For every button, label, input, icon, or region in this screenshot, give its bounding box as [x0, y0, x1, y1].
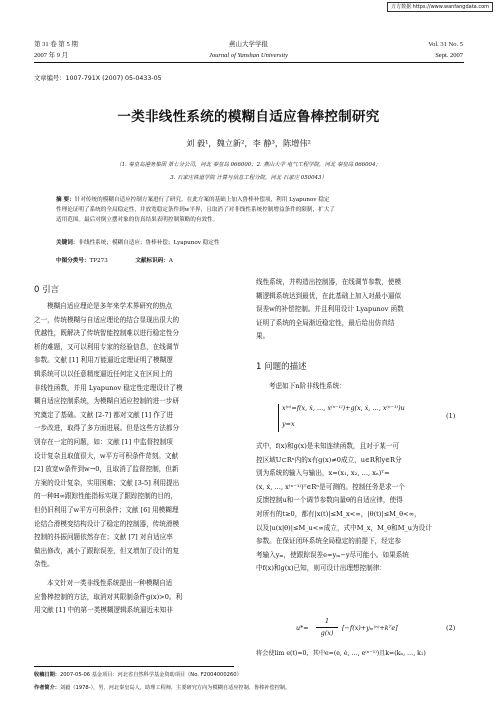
text-line: 设计复杂且取值很大，w平方可积条件苛刻。文献: [34, 451, 179, 460]
text-line: 应鲁棒控制的方法，取消对其限制条件g(x)>0。利: [34, 592, 183, 601]
article-number: 文章编号：1007-791X (2007) 05-0433-05: [34, 75, 162, 82]
text-line: 优越性，既解决了传统智能控制难以进行稳定性分: [34, 329, 180, 338]
text-line: 控区域U⊂Rⁿ内的x有g(x)≠0成立，u∈R和y∈R分: [256, 455, 402, 464]
text-line: 以及|u(x|θ)|≤M_u<∞成立，式中M_x，M_θ和M_u为设计: [256, 523, 432, 532]
text-line: 果。: [256, 332, 270, 341]
footnote-label: 作者简介：: [34, 685, 60, 691]
keywords-label: 关键词：: [56, 240, 79, 246]
problem-last-line: 将会使lim e(t)=0，其中e=(e, ė, …, e⁽ⁿ⁻¹⁾)且k=(kₙ, …, k₁): [256, 650, 426, 657]
text-line: 糊逻辑系统达到最优，在此基础上加入对最小逼似: [256, 291, 402, 300]
text-line: 究奠定了基础。文献 [2-7] 都对文献 [1] 作了进: [34, 410, 173, 419]
intro-paragraph-2: [34, 577, 239, 618]
section-heading-intro: 0 引言: [34, 285, 60, 295]
text-line: 但仍旧利用了w平方可积条件；文献 [6] 用模糊理: [34, 505, 179, 514]
watermark-stamp: 万方数据 https://www.wanfangdata.com: [387, 2, 493, 12]
keywords-text: 非线性系统；模糊自适应；鲁棒补偿；Lyapunov 稳定性: [78, 240, 220, 246]
footnote-author: [34, 683, 464, 694]
text-line: 辑系统可以以任意精度逼近任何定义在区间上的: [34, 369, 173, 378]
equation-1-line-1: x⁽ⁿ⁾=f(x, ẋ, …, x⁽ⁿ⁻¹⁾)+g(x, ẋ, …, x⁽ⁿ⁻¹⁾)u: [282, 404, 405, 412]
text-line: 参数。文献 [1] 利用万能逼近定理证明了模糊逻: [34, 356, 173, 365]
header-rule: [34, 62, 464, 63]
problem-paragraph: [256, 440, 466, 576]
equation-2-lhs: u*=: [296, 624, 309, 632]
text-line: 杂性。: [34, 560, 54, 569]
text-line: 线性系统，并构造出控制器，在线调节参数，使模: [256, 278, 402, 286]
text-line: 考输入yₘ，使跟踪误差e=yₘ−y尽可能小。如果系统: [256, 550, 409, 559]
paper-title: 一类非线性系统的模糊自适应鲁棒控制研究: [117, 109, 380, 125]
text-line: 对所有的t≥0，都有|x(t)|≤M_x<∞，|θ(t)|≤M_θ<∞，: [256, 509, 421, 518]
intro-paragraph-1: [34, 300, 239, 572]
header-journal-en: Journal of Yanshan University: [208, 52, 289, 59]
abstract-label: 摘 要：: [56, 197, 75, 203]
footnote-text: 2007-05-06 基金项目：河北省自然科学基金资助项目（No. F2004000260）: [59, 672, 242, 678]
text-line: 参数。在保证闭环系统全局稳定的前提下，经定参: [256, 537, 402, 546]
equation-2-number: (2): [446, 624, 456, 632]
affiliation-line-2: 3. 石家庄铁道学院 计算与信息工程分院，河北 石家庄 050043）: [170, 175, 327, 181]
text-line: 糊自适应控制系统，为模糊自适应控制的进一步研: [34, 397, 180, 406]
text-line: 证明了系统的全局渐近稳定性，最后给出仿真结: [256, 318, 395, 327]
section-heading-problem: 1 问题的描述: [256, 362, 307, 372]
text-line: 用文献 [1] 中的第一类模糊逻辑系统逼近未知非: [34, 606, 173, 615]
header-journal-cn: 燕山大学学报: [229, 41, 268, 48]
header-volume-en: Vol. 31 No. 5: [428, 41, 463, 48]
text-line: 式中，f(x)和g(x)是未知连续函数，且对于某一可: [256, 442, 400, 450]
text-line: 本文针对一类非线性系统提出一种模糊自适: [47, 579, 173, 587]
abstract: [56, 195, 452, 225]
text-line: 析的难题，又可以利用专家的经验信息，在线调节: [34, 342, 180, 351]
text-line: 论结合滑模变结构设计了稳定的控制器，传统滑模: [34, 519, 180, 528]
equation-2-denominator: g(x): [320, 629, 334, 637]
text-line: 做出修改，减小了跟踪误差，但又增加了设计的复: [34, 546, 180, 555]
text-line: 中f(x)和g(x)已知，则可设计出理想控制律：: [256, 564, 386, 573]
text-line: 方案的设计复杂，实用困难；文献 [3-5] 利用提出: [34, 478, 180, 487]
affiliation-line-1: （1. 秦皇岛港务集团 第七分公司，河北 秦皇岛 066000；2. 燕山大学 电气工程学院，河北 秦皇岛 066004；: [116, 162, 381, 168]
fraction-bar: [316, 627, 338, 628]
equation-1-line-2: y=x: [282, 420, 295, 428]
problem-lead: 考虑如下n阶非线性系统：: [269, 382, 346, 390]
text-line: 反馈控制u和一个调节参数向量θ的自适应律，使得: [256, 496, 403, 505]
footnote-received: [34, 670, 464, 681]
equation-2-rhs: [−f(x)+yₘ⁽ⁿ⁾+kᵀe]: [342, 624, 398, 632]
doc-code-label: 文献标识码：: [135, 258, 169, 264]
text-line: 模糊自适应理论是多年来学术界研究的热点: [47, 302, 173, 310]
text-line: 别为系统的输入与输出，x=(x₁, x₂, …, xₙ)ᵀ=: [256, 469, 390, 478]
abstract-line: 性理论证明了系统的全局稳定性，并放宽稳定条件到w平界，且取消了对非线性系统控制增益条件的限制，扩大了: [56, 207, 335, 213]
text-line: (x, ẋ, …, x⁽ⁿ⁻¹⁾)ᵀ∈Rⁿ是可测的。控制任务是求一个: [256, 482, 405, 491]
text-line: 一步改进，取得了多方面进展。但是这些方法都分: [34, 424, 180, 433]
text-line: 误差w的补偿控制。并且利用设计 Lyapunov 函数: [256, 305, 404, 314]
footnote-rule: [34, 666, 234, 667]
text-line: 控制的抖振问题依然存在；文献 [7] 对自适应率: [34, 533, 173, 542]
class-label: 中图分类号：: [56, 258, 90, 264]
text-line: 别存在一定的问题，如：文献 [1] 中监督控制项: [34, 437, 173, 446]
equation-2-numerator: 1: [324, 617, 330, 625]
intro-paragraph-3: [256, 276, 464, 344]
doc-code-value: A: [168, 258, 173, 264]
abstract-line: 针对传统的模糊自适应控制方案进行了研究。在此方案的基础上加入鲁棒补偿项，利用 Lyapunov 稳定: [74, 197, 330, 203]
classification: [56, 256, 452, 266]
equation-1-number: (1): [446, 412, 456, 420]
author-list: 刘 毅¹，魏立新²，李 静³，陈增伟²: [186, 138, 311, 148]
footnote-label: 收稿日期：: [34, 672, 60, 678]
class-value: TP273: [89, 258, 108, 264]
equation-brace: [278, 404, 279, 432]
text-line: [2] 放宽w条件到w→0，且取消了监督控制，但新: [34, 465, 179, 474]
text-line: 非线性函数，并用 Lyapunov 稳定性定理设计了模: [34, 383, 183, 392]
text-line: 之一，传统模糊与自适应理论的结合显现出很大的: [34, 315, 180, 324]
header-volume-cn: 第 31 卷 第 5 期: [34, 41, 78, 48]
footnote-text: 刘毅（1978-），男，河北秦皇岛人，助理工程师，主要研究方向为模糊自适应控制、鲁棒补偿控制。: [59, 685, 291, 691]
text-line: 的一种H∞跟踪性能指标实现了跟踪控制的目的，: [34, 492, 178, 501]
abstract-line: 适用范围。最后对倒立摆对象的仿真结果表明控制策略的有效性。: [56, 217, 219, 223]
header-date-en: Sept. 2007: [435, 52, 463, 59]
keywords: [56, 238, 452, 248]
header-date-cn: 2007 年 9 月: [34, 52, 69, 59]
